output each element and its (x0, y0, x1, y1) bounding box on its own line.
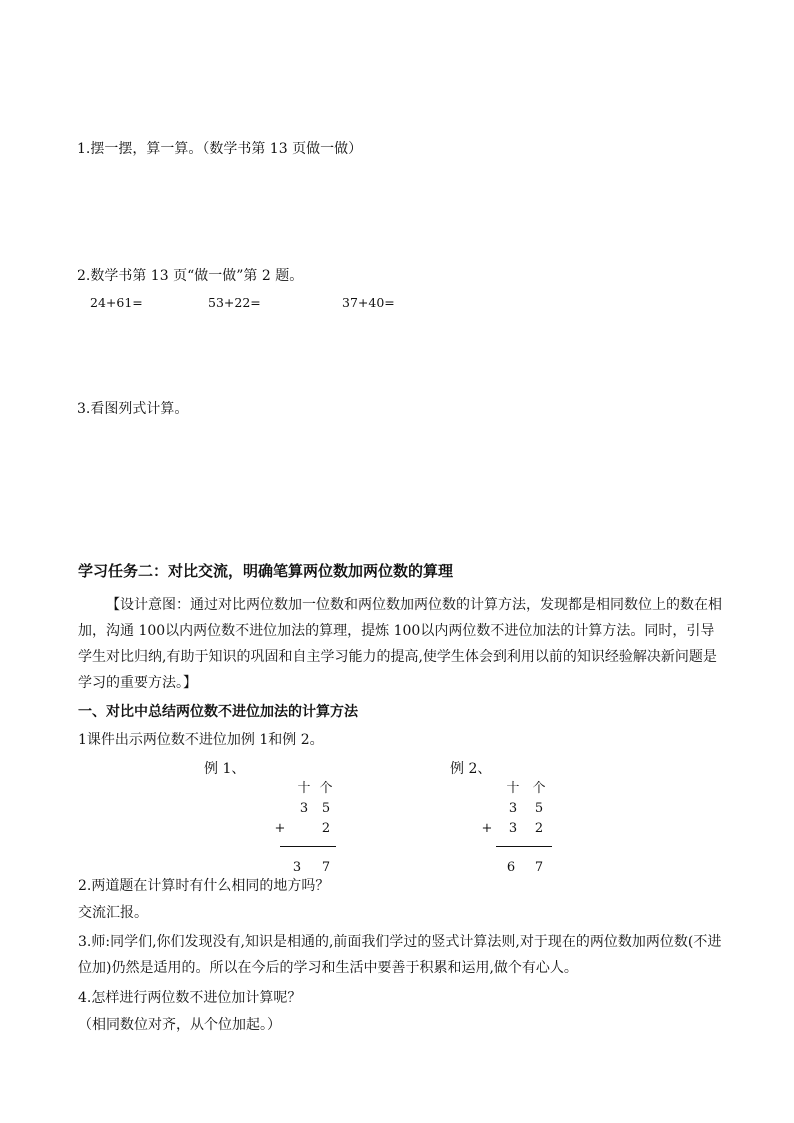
digit: 3 (292, 860, 302, 875)
digit: 5 (534, 801, 544, 816)
digit: 7 (321, 860, 331, 875)
item-1: 1课件出示两位数不进位加例 1和例 2。 (78, 732, 324, 748)
exercise-3: 37+40= (342, 295, 395, 310)
tens-header: 十 (297, 781, 311, 796)
plus-sign: + (481, 821, 493, 836)
sum-line (280, 846, 336, 847)
digit: 3 (508, 801, 518, 816)
item-2: 2.两道题在计算时有什么相同的地方吗？ (78, 878, 330, 894)
ones-header: 个 (532, 781, 546, 796)
digit: 3 (299, 801, 309, 816)
plus-sign: + (274, 821, 286, 836)
example-1-title: 例 1、 (204, 761, 246, 777)
section-heading: 一、对比中总结两位数不进位加法的计算方法 (78, 704, 358, 720)
digit: 2 (321, 821, 331, 836)
item-2-answer: 交流汇报。 (78, 905, 148, 921)
design-intent-paragraph: 【设计意图：通过对比两位数加一位数和两位数加两位数的计算方法，发现都是相同数位上的数在相加，沟通 100以内两位数不进位加法的算理，提炼 100以内两位数不进位加法的计算方法。同时，引导学生对比归纳,有助于知识的巩固和自主学习能力的提高,使学生体会到利用以前的知识经验解决新问题是学习的重要方法。】 (78, 597, 722, 691)
digit: 2 (534, 821, 544, 836)
item-4: 4.怎样进行两位数不进位加计算呢？ (78, 990, 302, 1006)
item-3-paragraph: 3.师:同学们,你们发现没有,知识是相通的,前面我们学过的竖式计算法则,对于现在的两位数加两位数(不进位加)仍然是适用的。所以在今后的学习和生活中要善于积累和运用,做个有心人。 (78, 934, 722, 976)
digit: 6 (506, 860, 516, 875)
digit: 7 (534, 860, 544, 875)
question-3: 3.看图列式计算。 (77, 401, 189, 417)
item-4-answer: （相同数位对齐，从个位加起。） (78, 1017, 281, 1033)
digit: 3 (508, 821, 518, 836)
digit: 5 (321, 801, 331, 816)
exercise-1: 24+61= (90, 295, 143, 310)
task2-heading: 学习任务二：对比交流，明确笔算两位数加两位数的算理 (78, 562, 454, 580)
example-2-title: 例 2、 (450, 761, 492, 777)
sum-line (496, 846, 552, 847)
tens-header: 十 (506, 781, 520, 796)
exercise-2: 53+22= (208, 295, 261, 310)
question-2: 2.数学书第 13 页“做一做”第 2 题。 (77, 268, 304, 284)
question-1: 1.摆一摆，算一算。（数学书第 13 页做一做） (77, 141, 363, 157)
ones-header: 个 (319, 781, 333, 796)
